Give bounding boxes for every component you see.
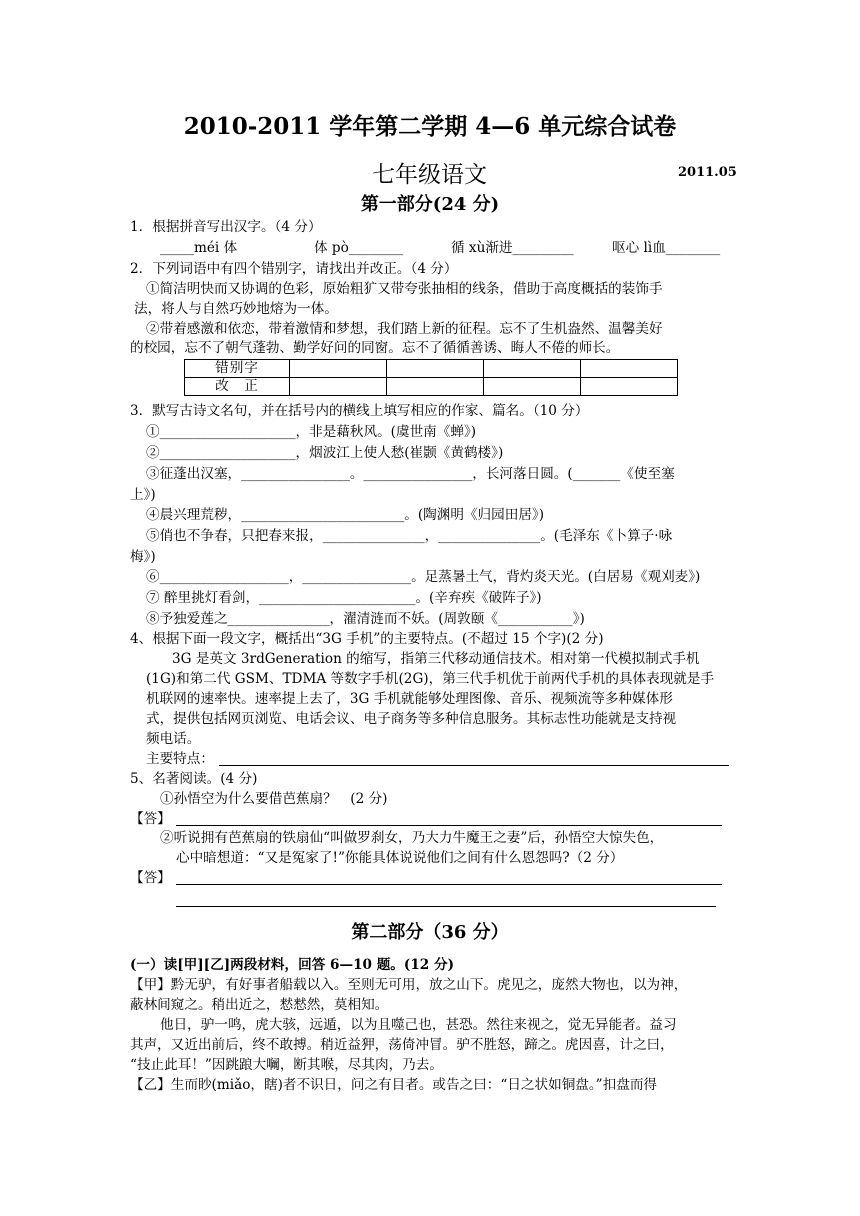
q3-line-8: ⑧予独爱莲之_______________，濯清涟而不妖。(周敦颐《___________》) bbox=[146, 611, 585, 627]
q2-prompt: 2．下列词语中有四个错别字，请找出并改正。（4 分） bbox=[130, 261, 458, 277]
q5-answer-label-2: 【答】 bbox=[130, 870, 171, 886]
part2-heading: 第二部分（36 分） bbox=[351, 922, 509, 943]
q4-text-5: 频电话。 bbox=[146, 731, 201, 747]
section1-title: (一）读[甲][乙]两段材料，回答 6—10 题。(12 分) bbox=[130, 957, 455, 973]
q5-prompt: 5、名著阅读。(4 分) bbox=[130, 771, 258, 787]
q1-item-4: 呕心 lì血________ bbox=[612, 240, 721, 256]
q5-sub1: ①孙悟空为什么要借芭蕉扇？ (2 分) bbox=[160, 791, 388, 807]
table-row bbox=[185, 378, 678, 396]
passage-yi-line-1: 【乙】生而眇(miǎo，瞎)者不识日，问之有目者。或告之曰：“日之状如铜盘。”扣盘而得 bbox=[130, 1077, 658, 1093]
q5-answer-label-1: 【答】 bbox=[130, 811, 171, 827]
q4-text-1: 3G 是英文 3rdGeneration 的缩写，指第三代移动通信技术。相对第一代模拟制式手机 bbox=[172, 651, 700, 667]
q5-sub2a: ②听说拥有芭蕉扇的铁扇仙“叫做罗刹女，乃大力牛魔王之妻”后，孙悟空大惊失色， bbox=[160, 830, 664, 846]
passage-jia-line-3: 他日，驴一鸣，虎大骇，远遁，以为且噬己也，甚恐。然往来视之，觉无异能者。益习 bbox=[160, 1017, 677, 1033]
table-row-label-correct: 改 正 bbox=[185, 378, 290, 396]
answer-cell[interactable] bbox=[484, 378, 581, 396]
error-correction-table bbox=[184, 359, 678, 396]
q3-line-3b: 上》) bbox=[130, 487, 156, 503]
q4-text-2: (1G)和第二代 GSM、TDMA 等数字手机(2G)，第三代手机优于前两代手机的具体表现就是手 bbox=[146, 671, 715, 687]
answer-cell[interactable] bbox=[290, 360, 387, 378]
q3-line-3a: ③征蓬出汉塞，________________。________________，长河落日圆。(_______《使至塞 bbox=[146, 466, 675, 482]
q2-para2-line2: 的校园，忘不了朝气蓬勃、勤学好问的同窗。忘不了循循善诱、晦人不倦的师长。 bbox=[130, 340, 620, 356]
exam-title: 2010-2011 学年第二学期 4—6 单元综合试卷 bbox=[183, 113, 677, 140]
q4-text-3: 机联网的速率快。速率提上去了，3G 手机就能够处理图像、音乐、视频流等多种媒体形 bbox=[146, 691, 673, 707]
passage-jia-line-4: 其声，又近出前后，终不敢搏。稍近益狎，荡倚冲冒。驴不胜怒，蹄之。虎因喜，计之曰， bbox=[130, 1037, 674, 1053]
q5-answer-line-1[interactable] bbox=[176, 825, 722, 826]
q3-prompt: 3．默写古诗文名句，并在括号内的横线上填写相应的作家、篇名。（10 分） bbox=[130, 403, 589, 419]
answer-cell[interactable] bbox=[290, 378, 387, 396]
q1-item-3: 循 xù渐进_________ bbox=[451, 240, 574, 256]
answer-cell[interactable] bbox=[581, 378, 678, 396]
q3-line-4: ④晨兴理荒秽，________________________。(陶渊明《归园田居》) bbox=[146, 507, 545, 523]
q2-para1-line2: 法，将人与自然巧妙地熔为一体。 bbox=[134, 301, 338, 317]
q3-line-6: ⑥___________________，________________。足蒸暑土气，背灼炎天光。(白居易《观刈麦》) bbox=[146, 569, 701, 585]
q5-sub2b: 心中暗想道：“又是冤家了!”你能具体说说他们之间有什么恩怨吗?（2 分） bbox=[176, 850, 624, 866]
exam-subtitle: 七年级语文 bbox=[372, 162, 487, 188]
exam-date: 2011.05 bbox=[678, 165, 737, 180]
answer-cell[interactable] bbox=[484, 360, 581, 378]
q4-answer-label: 主要特点： bbox=[146, 751, 214, 767]
q3-line-1: ①____________________，非是藉秋风。(虞世南《蝉》) bbox=[146, 424, 477, 440]
q3-line-5a: ⑤俏也不争春，只把春来报，_______________，_______________。(毛泽东《卜算子·咏 bbox=[146, 528, 673, 544]
q3-line-7: ⑦ 醉里挑灯看剑，_______________________。(辛弃疾《破阵子》) bbox=[146, 590, 542, 606]
q5-answer-line-2[interactable] bbox=[176, 884, 722, 885]
q1-item-2: 体 pò________ bbox=[314, 240, 404, 256]
q4-answer-line[interactable] bbox=[219, 765, 729, 766]
answer-cell[interactable] bbox=[387, 378, 484, 396]
part1-heading: 第一部分(24 分) bbox=[360, 194, 500, 215]
passage-jia-line-5: “技止此耳！”因跳踉大㘎，断其喉，尽其肉，乃去。 bbox=[130, 1057, 443, 1073]
q2-para1-line1: ①简洁明快而又协调的色彩，原始粗犷又带夸张抽相的线条，借助于高度概括的装饰手 bbox=[146, 281, 663, 297]
passage-jia-line-1: 【甲】黔无驴，有好事者船载以入。至则无可用，放之山下。虎见之，庞然大物也，以为神， bbox=[130, 977, 688, 993]
answer-cell[interactable] bbox=[581, 360, 678, 378]
q5-answer-line-3[interactable] bbox=[176, 906, 716, 907]
table-row bbox=[185, 360, 678, 378]
passage-jia-line-2: 蔽林间窥之。稍出近之，慭慭然，莫相知。 bbox=[130, 997, 389, 1013]
table-row-label-wrong: 错别字 bbox=[185, 360, 290, 378]
q3-line-5b: 梅》) bbox=[130, 549, 156, 565]
q2-para2-line1: ②带着感激和依恋，带着激情和梦想，我们踏上新的征程。忘不了生机盎然、温馨美好 bbox=[146, 321, 663, 337]
q1-prompt: 1．根据拼音写出汉字。（4 分） bbox=[130, 219, 322, 235]
q4-prompt: 4、根据下面一段文字，概括出“3G 手机”的主要特点。(不超过 15 个字)(2 分) bbox=[130, 631, 604, 647]
q3-line-2: ②____________________，烟波江上使人愁(崔颢《黄鹤楼》) bbox=[146, 445, 504, 461]
q1-item-1: _____méi 体 bbox=[160, 240, 238, 256]
answer-cell[interactable] bbox=[387, 360, 484, 378]
q4-text-4: 式，提供包括网页浏览、电话会议、电子商务等多种信息服务。其标志性功能就是支持视 bbox=[146, 711, 677, 727]
